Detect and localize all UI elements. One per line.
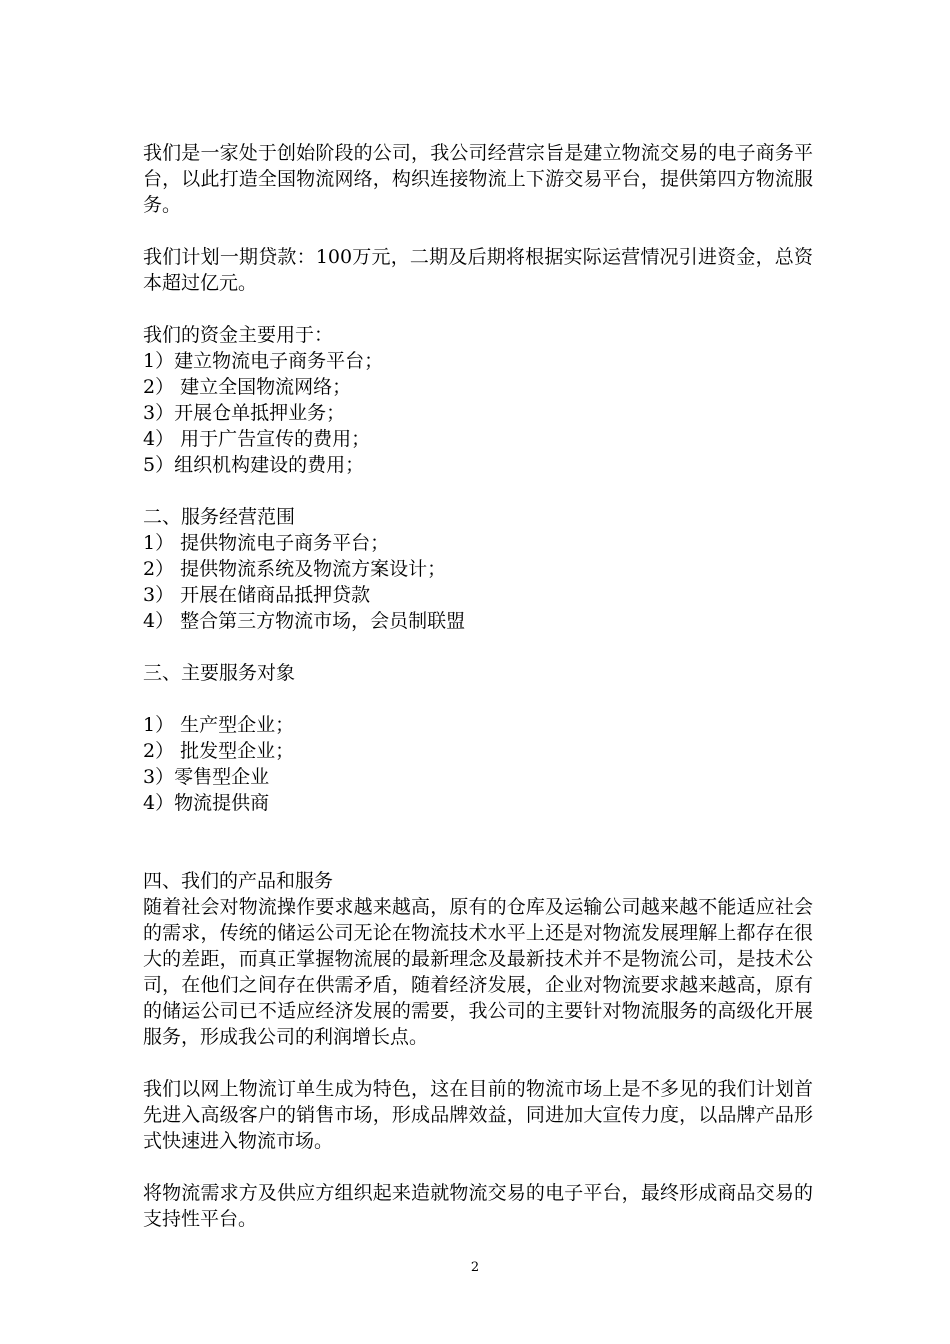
products-paragraph-2: 我们以网上物流订单生成为特色，这在目前的物流市场上是不多见的我们计划首先进入高级客户的销售市场，形成品牌效益，同进加大宣传力度，以品牌产品形式快速进入物流市场。 [143,1078,813,1152]
products-paragraph-3: 将物流需求方及供应方组织起来造就物流交易的电子平台，最终形成商品交易的支持性平台。 [143,1182,813,1230]
page-number: 2 [470,1260,480,1275]
funds-item-1: 1）建立物流电子商务平台； [143,350,384,372]
intro-paragraph-2: 我们计划一期贷款：100万元，二期及后期将根据实际运营情况引进资金，总资本超过亿元。 [143,246,813,294]
scope-heading: 二、服务经营范围 [143,506,296,528]
scope-item-1: 1） 提供物流电子商务平台； [143,532,390,554]
intro-paragraph-1: 我们是一家处于创始阶段的公司，我公司经营宗旨是建立物流交易的电子商务平台，以此打造全国物流网络，构织连接物流上下游交易平台，提供第四方物流服务。 [143,142,813,216]
targets-heading: 三、主要服务对象 [143,662,296,684]
document-page [143,140,813,1232]
scope-item-2: 2） 提供物流系统及物流方案设计； [143,558,447,580]
funds-item-4: 4） 用于广告宣传的费用； [143,428,371,450]
funds-item-2: 2） 建立全国物流网络； [143,376,352,398]
funds-heading: 我们的资金主要用于： [143,324,334,346]
scope-item-3: 3） 开展在储商品抵押贷款 [143,584,371,606]
products-section [143,868,813,1232]
products-heading: 四、我们的产品和服务 [143,870,334,892]
targets-item-3: 3）零售型企业 [143,766,270,788]
scope-item-4: 4） 整合第三方物流市场，会员制联盟 [143,610,466,632]
targets-item-1: 1） 生产型企业； [143,714,295,736]
targets-item-2: 2） 批发型企业； [143,740,295,762]
scope-section [143,504,813,634]
funds-item-5: 5）组织机构建设的费用； [143,454,365,476]
targets-item-4: 4）物流提供商 [143,792,270,814]
products-paragraph-1: 随着社会对物流操作要求越来越高，原有的仓库及运输公司越来越不能适应社会的需求，传统的储运公司无论在物流技术水平上还是对物流发展理解上都存在很大的差距，而真正掌握物流展的最新理念及最新技术并不是物流公司，是技术公司，在他们之间存在供需矛盾，随着经济发展，企业对物流要求越来越高，原有的储运公司已不适应经济发展的需要，我公司的主要针对物流服务的高级化开展服务，形成我公司的利润增长点。 [143,896,813,1048]
funds-item-3: 3）开展仓单抵押业务； [143,402,346,424]
funds-section [143,322,813,478]
targets-section [143,660,813,816]
